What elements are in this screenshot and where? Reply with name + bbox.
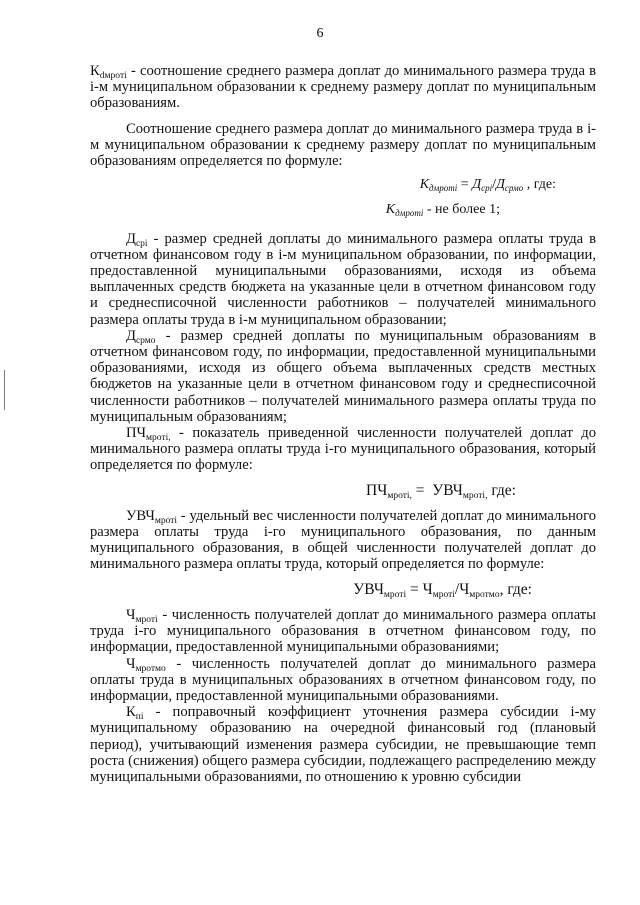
document-body <box>90 63 596 785</box>
ch-mroti-definition <box>90 607 596 656</box>
ch-mroti-symbol: Ч <box>126 606 136 623</box>
uvch-symbol: УВЧ <box>126 507 155 524</box>
margin-mark <box>4 370 5 410</box>
pch-definition <box>90 425 596 474</box>
pch-subscript: мроті, <box>146 433 171 444</box>
k-pi-subscript: пі <box>135 712 144 723</box>
formula-uvch <box>90 582 596 598</box>
d-srmo-subscript: срмо <box>135 335 156 346</box>
ch-mroti-text: - численность получателей доплат до минимального размера оплаты труда і-го муниципального образования в отчетном финансовом году, по информации, предоставленной муниципальными образованиями; <box>90 606 596 656</box>
d-srmo-symbol: Д <box>126 327 136 344</box>
formula1-d2-sub: срмо <box>504 183 524 194</box>
k-pi-symbol: К <box>126 704 136 721</box>
uvch-subscript: мроті <box>154 515 178 526</box>
page-number: 6 <box>316 26 324 41</box>
formula4-tail: , где: <box>499 580 532 598</box>
k-pi-text: - поправочный коэффициент уточнения размера субсидии і-му муниципальному образованию на очередной финансовый год (плановый период), учитывающий изменения размера субсидии, не превышающие темп роста (снижения) общего размера субсидии, подлежащего распределению между муниципальными образованиями, по отношению к уровню субсидии <box>90 704 596 785</box>
formula3-tail: где: <box>487 481 516 499</box>
ch-mrotmo-text: - численность получателей доплат до минимального размера оплаты труда в муниципальных образованиях в отчетном финансовом году, по информации, предоставленной муниципальными образованиями. <box>90 655 596 704</box>
formula1-lhs: К <box>419 177 429 193</box>
k-dmroti-symbol: К <box>90 63 100 79</box>
formula3-rhs-sub: мроті, <box>462 490 488 501</box>
pch-text: - показатель приведенной численности получателей доплат до минимального размера оплаты труда і-го муниципального образования, который определяется по формуле: <box>90 425 596 474</box>
formula4-n2-sub: мротмо <box>469 589 500 600</box>
ch-mrotmo-subscript: мротмо <box>135 663 166 674</box>
formula2-tail: - не более 1; <box>423 202 500 218</box>
formula4-n1: Ч <box>422 580 433 598</box>
formula1-tail: , где: <box>523 177 556 193</box>
d-sri-text: - размер средней доплаты до минимального размера оплаты труда в отчетном финансовом году в і-м муниципальном образовании, по информации, предоставленной муниципальными образованиями, исходя из объема выплаченных средств бюджета на указанные цели в отчетном финансовом году и среднесписочной численности работников – получателей минимального размера оплаты труда в і-м муниципальном образовании; <box>90 230 596 328</box>
formula4-eq: = <box>406 580 423 598</box>
formula1-d2: Д <box>496 177 505 193</box>
formula-pch <box>90 483 596 499</box>
formula-k-dmroti <box>90 177 596 196</box>
d-sri-subscript: срі <box>135 238 148 249</box>
formula3-lhs-sub: мроті, <box>387 490 412 501</box>
formula1-d1: Д <box>472 177 482 193</box>
uvch-text: - удельный вес численности получателей доплат до минимального размера оплаты труда і-го муниципального образования, по данным муниципального образования, в общей численности получателей доплат до минимального размера оплаты труда, который определяется по формуле: <box>90 507 596 573</box>
uvch-definition <box>90 508 596 573</box>
formula4-lhs-sub: мроті <box>383 589 407 600</box>
d-srmo-text: - размер средней доплаты по муниципальным образованиям в отчетном финансовом году, по информации, предоставленной муниципальными образованиями, исходя из общего объема выплаченных средств местных бюджетов на указанные цели в отчетном финансовом году и среднесписочной численности работников – получателей минимального размера оплаты труда по муниципальным образованиям; <box>90 327 596 425</box>
ch-mrotmo-symbol: Ч <box>126 655 136 672</box>
ch-mrotmo-definition <box>90 656 596 705</box>
formula4-lhs: УВЧ <box>353 580 384 598</box>
formula3-eq: = <box>411 481 433 499</box>
k-pi-definition <box>90 704 596 785</box>
formula3-rhs: УВЧ <box>432 481 463 499</box>
formula3-lhs: ПЧ <box>366 481 388 499</box>
pch-symbol: ПЧ <box>126 425 147 442</box>
intro-paragraph: Соотношение среднего размера доплат до минимального размера труда в і-м муниципальном образовании к среднему размеру доплат по муниципальным образованиям определяется по формуле: <box>90 120 596 170</box>
d-sri-definition <box>90 231 596 328</box>
d-sri-symbol: Д <box>126 230 136 247</box>
formula1-eq: = <box>457 177 473 193</box>
ch-mroti-subscript: мроті <box>135 614 158 625</box>
formula1-slash: / <box>492 177 496 193</box>
formula1-d1-sub: срі <box>481 183 493 194</box>
k-dmroti-definition <box>90 63 596 112</box>
k-dmroti-subscript: dмpoтi <box>99 71 127 81</box>
formula2-lhs: К <box>385 202 396 218</box>
formula1-lhs-sub: дмроті <box>428 183 458 194</box>
k-dmroti-text: - соотношение среднего размера доплат до минимального размера труда в і-м муниципальном образовании к среднему размеру доплат по муниципальным образованиям. <box>90 63 596 112</box>
d-srmo-definition <box>90 328 596 425</box>
formula4-n2: Ч <box>459 580 470 598</box>
formula-k-limit <box>90 202 596 221</box>
formula4-slash: / <box>454 580 460 598</box>
formula2-lhs-sub: дмроті <box>395 208 424 219</box>
formula4-n1-sub: мроті <box>432 589 455 600</box>
